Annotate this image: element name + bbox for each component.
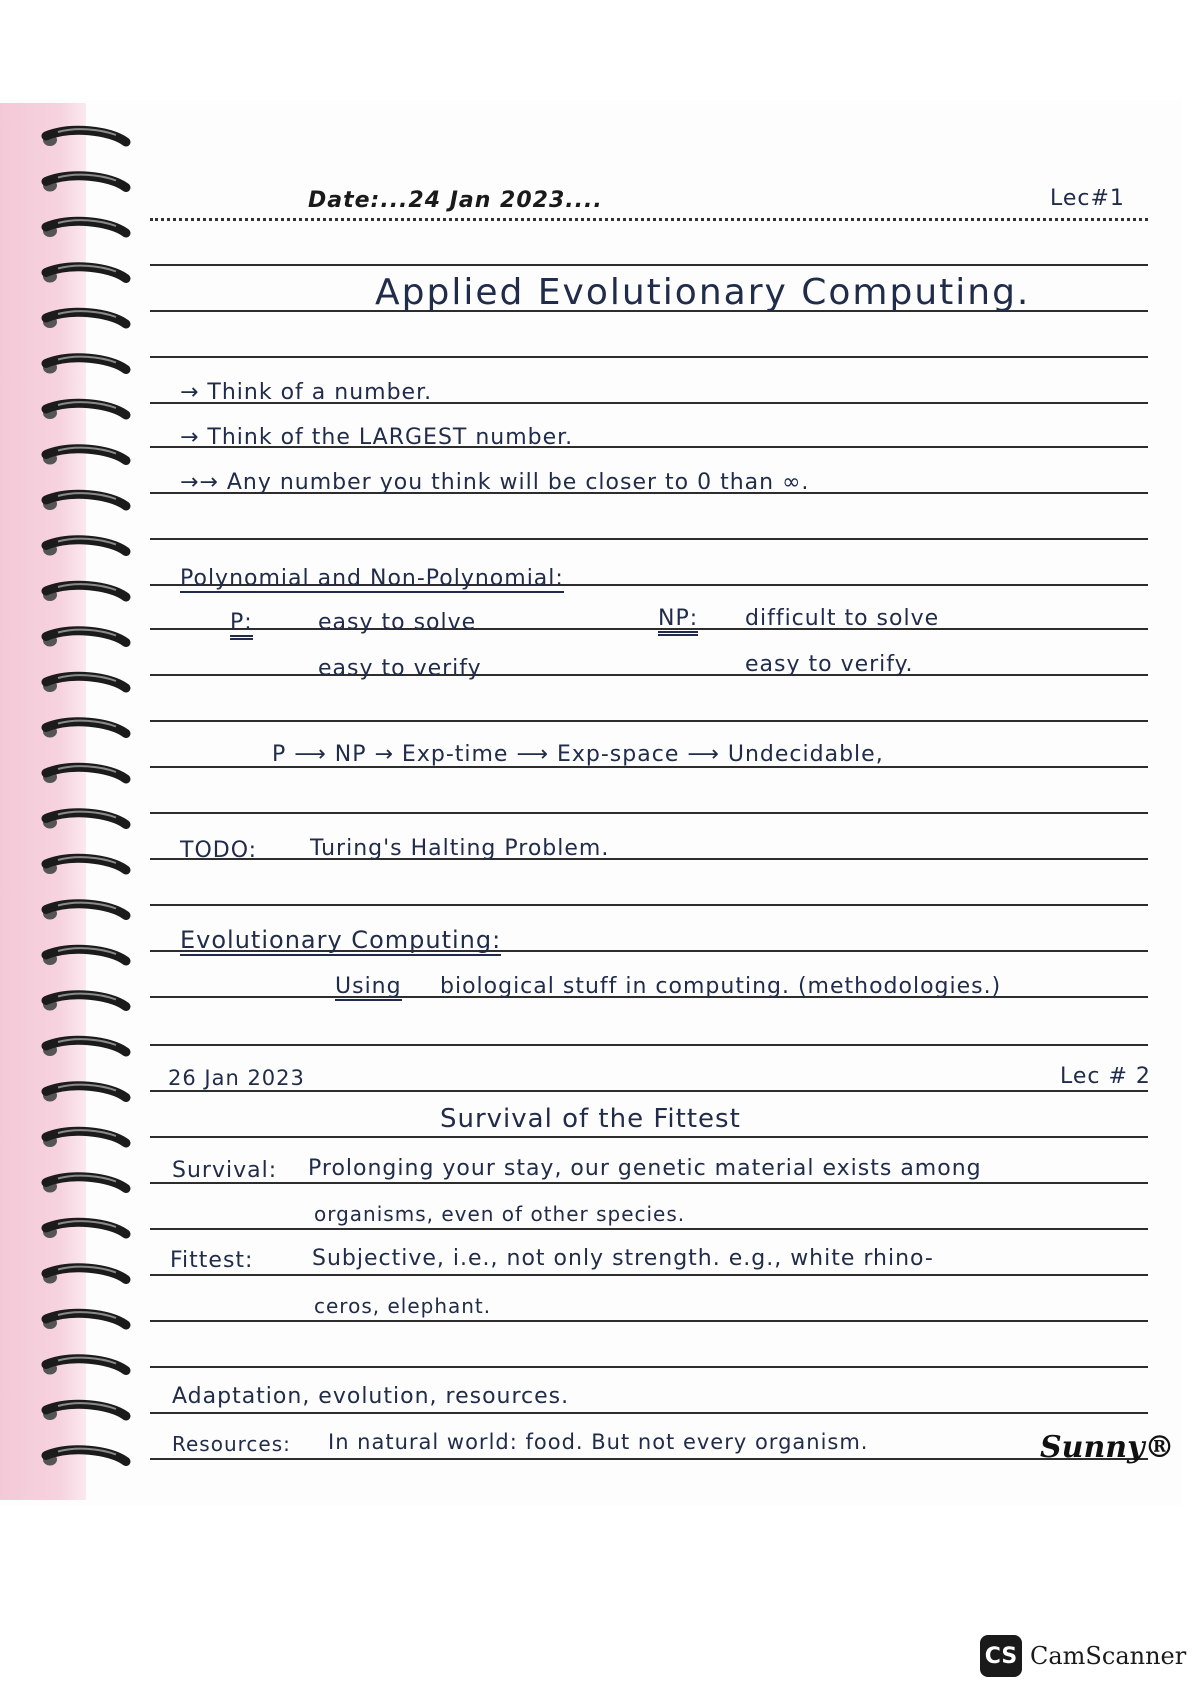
spiral-coil — [43, 948, 126, 965]
spiral-coil — [43, 1176, 126, 1193]
spiral-coil — [43, 721, 126, 738]
sunny-brand-logo: Sunny® — [1040, 1430, 1175, 1465]
p-verify: easy to verify — [318, 656, 482, 681]
spiral-coil — [43, 311, 126, 328]
spiral-coil — [43, 1267, 126, 1284]
ruled-line — [150, 1136, 1148, 1138]
ruled-line — [150, 538, 1148, 540]
ruled-line — [150, 1412, 1148, 1414]
ruled-line — [150, 1090, 1148, 1092]
p-solve: easy to solve — [318, 610, 477, 635]
survival-text-1: Prolonging your stay, our genetic material exists among — [308, 1156, 982, 1181]
lec2-date: 26 Jan 2023 — [168, 1066, 305, 1090]
spiral-coil — [43, 220, 126, 237]
spiral-coil — [43, 903, 126, 920]
ruled-line — [150, 674, 1148, 676]
camscanner-wordmark: CamScanner — [1030, 1642, 1187, 1670]
poly-heading: Polynomial and Non-Polynomial: — [180, 566, 564, 591]
date-dotted-line — [150, 218, 1148, 221]
survival-label: Survival: — [172, 1158, 278, 1183]
ruled-line — [150, 858, 1148, 860]
spiral-coil — [43, 402, 126, 419]
camscanner-logo-icon: CS — [980, 1635, 1022, 1677]
survival-text-2: organisms, even of other species. — [314, 1202, 686, 1226]
todo-label: TODO: — [180, 838, 258, 863]
spiral-coil — [43, 1312, 126, 1329]
think-line-3: →→ Any number you think will be closer to 0 than ∞. — [180, 470, 810, 495]
lec2-number: Lec # 2 — [1060, 1064, 1151, 1089]
spiral-coil — [43, 1449, 126, 1466]
spiral-coil — [43, 1221, 126, 1238]
ruled-line — [150, 1274, 1148, 1276]
ruled-line — [150, 356, 1148, 358]
resources-label: Resources: — [172, 1432, 291, 1456]
ruled-line — [150, 628, 1148, 630]
ec-heading: Evolutionary Computing: — [180, 926, 502, 954]
spiral-coil — [43, 1358, 126, 1375]
ec-using: Using — [335, 974, 402, 999]
spiral-coil — [43, 994, 126, 1011]
spiral-coil — [43, 675, 126, 692]
adaptation-line: Adaptation, evolution, resources. — [172, 1384, 570, 1409]
spiral-coil — [43, 448, 126, 465]
fittest-text-2: ceros, elephant. — [314, 1294, 492, 1318]
spiral-binding — [40, 118, 136, 1498]
think-line-1: → Think of a number. — [180, 380, 433, 405]
spiral-coil — [43, 129, 126, 146]
spiral-coil — [43, 1039, 126, 1056]
ruled-line — [150, 1458, 1148, 1460]
lec2-title: Survival of the Fittest — [440, 1104, 741, 1134]
ruled-line — [150, 1228, 1148, 1230]
spiral-coil — [43, 493, 126, 510]
think-line-2: → Think of the LARGEST number. — [180, 425, 574, 450]
ruled-line — [150, 264, 1148, 266]
np-solve: difficult to solve — [745, 606, 940, 631]
spiral-coil — [43, 1130, 126, 1147]
spiral-coil — [43, 766, 126, 783]
ruled-line — [150, 1366, 1148, 1368]
fittest-text-1: Subjective, i.e., not only strength. e.g., white rhino- — [312, 1246, 934, 1271]
lec1-date: Date:...24 Jan 2023.... — [308, 188, 603, 213]
resources-text: In natural world: food. But not every organism. — [328, 1430, 869, 1454]
spiral-coil — [43, 630, 126, 647]
spiral-coil — [43, 266, 126, 283]
lec1-title: Applied Evolutionary Computing. — [375, 272, 1031, 313]
spiral-coil — [43, 539, 126, 556]
ruled-line — [150, 1320, 1148, 1322]
lec1-number: Lec#1 — [1050, 186, 1125, 211]
ruled-line — [150, 904, 1148, 906]
ruled-line — [150, 720, 1148, 722]
spiral-coil — [43, 857, 126, 874]
complexity-chain: P ⟶ NP → Exp-time ⟶ Exp-space ⟶ Undecidable, — [272, 742, 884, 767]
p-label: P: — [230, 610, 253, 640]
spiral-coil — [43, 812, 126, 829]
todo-text: Turing's Halting Problem. — [310, 836, 610, 861]
np-verify: easy to verify. — [745, 652, 914, 677]
ec-text: biological stuff in computing. (methodologies.) — [440, 974, 1002, 999]
ruled-line — [150, 1044, 1148, 1046]
fittest-label: Fittest: — [170, 1248, 254, 1273]
spiral-coil — [43, 175, 126, 192]
spiral-coil — [43, 1403, 126, 1420]
ruled-line — [150, 812, 1148, 814]
spiral-coil — [43, 584, 126, 601]
ruled-line — [150, 1182, 1148, 1184]
spiral-coil — [43, 1085, 126, 1102]
np-label: NP: — [658, 606, 698, 636]
spiral-coil — [43, 357, 126, 374]
